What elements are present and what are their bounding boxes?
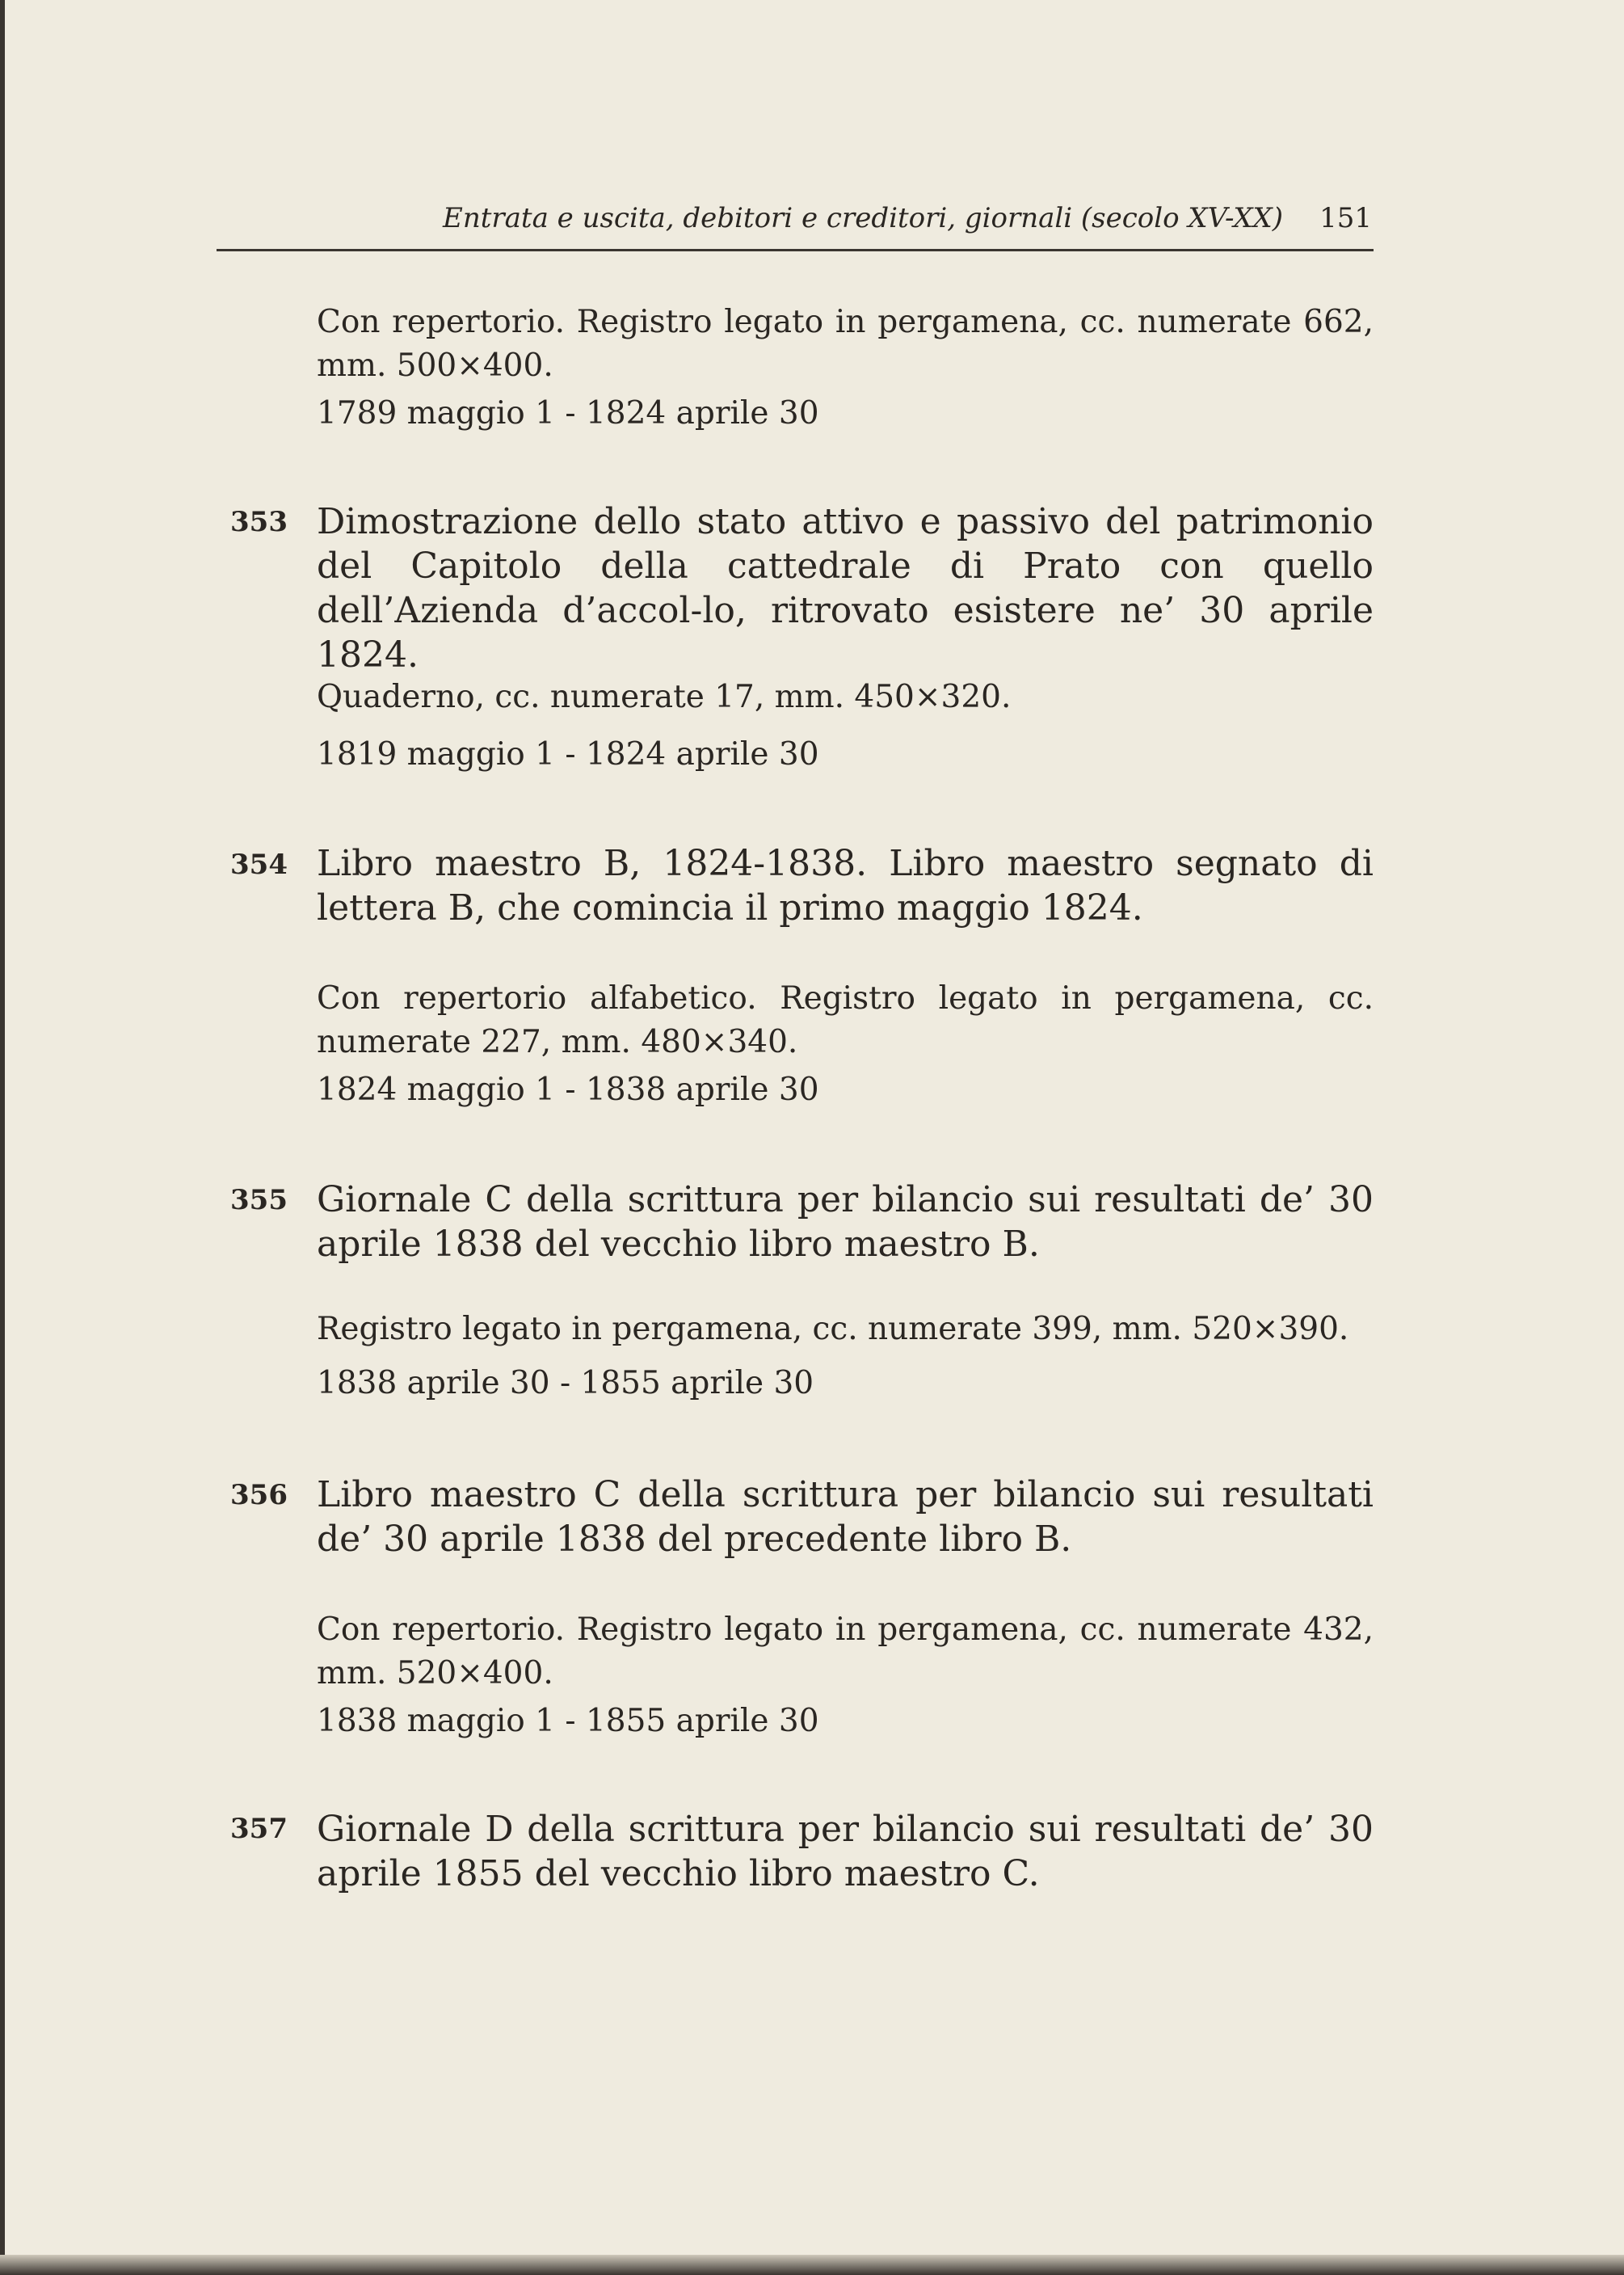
entry-dates: 1838 maggio 1 - 1855 aprile 30 bbox=[317, 1703, 819, 1739]
entry-title: Libro maestro C della scrittura per bilancio sui resultati de’ 30 aprile 1838 del precedente libro B. bbox=[317, 1474, 1374, 1560]
entry-title: Giornale C della scrittura per bilancio sui resultati de’ 30 aprile 1838 del vecchio libro maestro B. bbox=[317, 1179, 1374, 1265]
page-edge-bottom bbox=[0, 2255, 1624, 2275]
entry-title: Libro maestro B, 1824-1838. Libro maestro segnato di lettera B, che comincia il primo maggio 1824. bbox=[317, 843, 1374, 929]
entry-number: 353 bbox=[230, 506, 288, 538]
entry-title: Giornale D della scrittura per bilancio sui resultati de’ 30 aprile 1855 del vecchio libro maestro C. bbox=[317, 1809, 1374, 1894]
entry-description: Con repertorio. Registro legato in pergamena, cc. numerate 662, mm. 500×400. bbox=[317, 304, 1374, 384]
entry-description: Quaderno, cc. numerate 17, mm. 450×320. bbox=[317, 679, 1012, 715]
entry-number: 357 bbox=[230, 1813, 288, 1845]
entry-title: Dimostrazione dello stato attivo e passivo del patrimonio del Capitolo della cattedrale di Prato con quello dell’Azienda d’accol-lo, ritrovato esistere ne’ 30 aprile 1824. bbox=[317, 501, 1374, 676]
entry-description: Con repertorio alfabetico. Registro legato in pergamena, cc. numerate 227, mm. 480×340. bbox=[317, 980, 1374, 1060]
entry-number: 355 bbox=[230, 1184, 288, 1216]
page-number: 151 bbox=[1319, 202, 1372, 234]
entry-dates: 1819 maggio 1 - 1824 aprile 30 bbox=[317, 736, 819, 773]
page-edge-left bbox=[0, 0, 5, 2275]
entry-dates: 1789 maggio 1 - 1824 aprile 30 bbox=[317, 395, 819, 432]
entry-number: 356 bbox=[230, 1479, 288, 1511]
running-header bbox=[217, 200, 1374, 251]
running-header-title: Entrata e uscita, debitori e creditori, giornali (secolo XV-XX) bbox=[443, 202, 1284, 234]
entry-dates: 1824 maggio 1 - 1838 aprile 30 bbox=[317, 1072, 819, 1108]
entry-description: Registro legato in pergamena, cc. numerate 399, mm. 520×390. bbox=[317, 1311, 1349, 1347]
entry-description: Con repertorio. Registro legato in pergamena, cc. numerate 432, mm. 520×400. bbox=[317, 1611, 1374, 1692]
entry-dates: 1838 aprile 30 - 1855 aprile 30 bbox=[317, 1365, 814, 1401]
entry-number: 354 bbox=[230, 849, 288, 881]
